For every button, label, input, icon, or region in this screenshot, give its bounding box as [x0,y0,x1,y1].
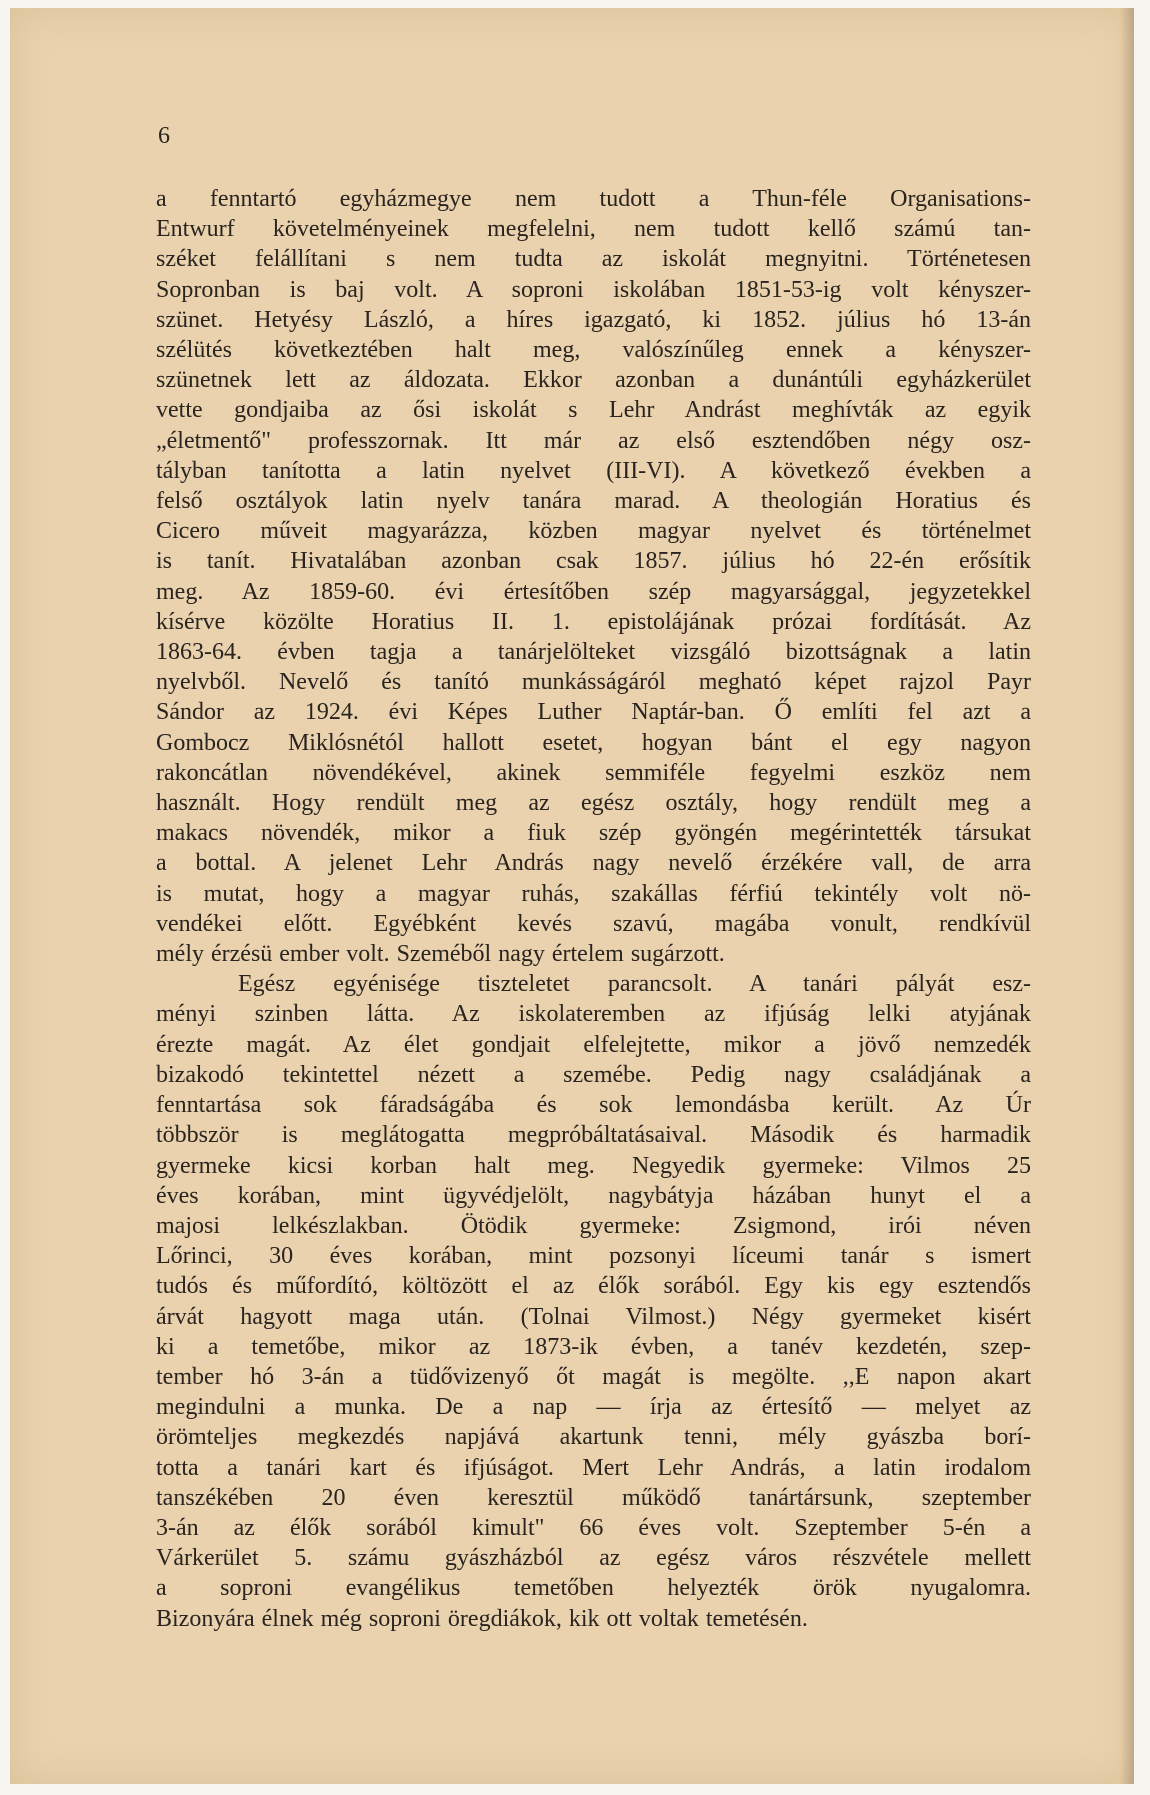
text-line: Sándor az 1924. évi Képes Luther Naptár-ban. Ő említi fel azt a [156,699,1031,726]
text-line: többször is meglátogatta megpróbáltatásaival. Második és harmadik [156,1122,1031,1149]
text-line: szélütés következtében halt meg, valószínűleg ennek a kényszer- [156,337,1031,364]
text-line: meg. Az 1859-60. évi értesítőben szép magyarsággal, jegyzetekkel [156,578,1031,605]
text-line: bizakodó tekintettel nézett a szemébe. Pedig nagy családjának a [156,1061,1031,1088]
text-line: kísérve közölte Horatius II. 1. epistolájának prózai fordítását. Az [156,608,1031,635]
text-line: tályban tanította a latin nyelvet (III-VI). A következő években a [156,457,1031,484]
text-line: 1863-64. évben tagja a tanárjelölteket vizsgáló bizottságnak a latin [156,639,1031,666]
text-line: szünetnek lett az áldozata. Ekkor azonban a dunántúli egyházkerület [156,367,1031,394]
text-line: Gombocz Miklósnétól hallott esetet, hogyan bánt el egy nagyon [156,729,1031,756]
text-line: használt. Hogy rendült meg az egész osztály, hogy rendült meg a [156,790,1031,817]
text-line: rakoncátlan növendékével, akinek semmiféle fegyelmi eszköz nem [156,759,1031,786]
text-line: Sopronban is baj volt. A soproni iskolában 1851-53-ig volt kényszer- [156,276,1031,303]
text-line: fenntartása sok fáradságába és sok lemondásba került. Az Úr [156,1092,1031,1119]
text-line: ményi szinben látta. Az iskolateremben az ifjúság lelki atyjának [156,1001,1031,1028]
text-line: érezte magát. Az élet gondjait elfelejtette, mikor a jövő nemzedék [156,1031,1031,1058]
text-line: nyelvből. Nevelő és tanító munkásságáról megható képet rajzol Payr [156,669,1031,696]
text-line: Egész egyénisége tiszteletet parancsolt. A tanári pályát esz- [238,971,1031,998]
text-line: Lőrinci, 30 éves korában, mint pozsonyi líceumi tanár s ismert [156,1243,1031,1270]
text-line: majosi lelkészlakban. Ötödik gyermeke: Zsigmond, irói néven [156,1212,1031,1239]
text-line: éves korában, mint ügyvédjelölt, nagybátyja házában hunyt el a [156,1182,1031,1209]
text-line: a soproni evangélikus temetőben helyezték örök nyugalomra. [156,1575,1031,1602]
text-line: gyermeke kicsi korban halt meg. Negyedik gyermeke: Vilmos 25 [156,1152,1031,1179]
text-line: tudós és műfordító, költözött el az élők sorából. Egy kis egy esztendős [156,1273,1031,1300]
text-line: Bizonyára élnek még soproni öregdiákok, kik ott voltak temetésén. [156,1605,808,1632]
text-line: megindulni a munka. De a nap — írja az értesítő — melyet az [156,1394,1031,1421]
text-line: a fenntartó egyházmegye nem tudott a Thun-féle Organisations- [156,186,1031,212]
text-line: totta a tanári kart és ifjúságot. Mert Lehr András, a latin irodalom [156,1454,1031,1481]
text-line: ki a temetőbe, mikor az 1873-ik évben, a tanév kezdetén, szep- [156,1333,1031,1360]
text-line: vette gondjaiba az ősi iskolát s Lehr Andrást meghívták az egyik [156,397,1031,424]
text-line: Entwurf követelményeinek megfelelni, nem tudott kellő számú tan- [156,216,1031,243]
text-line: tember hó 3-án a tüdővizenyő őt magát is megölte. ,,E napon akart [156,1363,1031,1390]
text-line: is mutat, hogy a magyar ruhás, szakállas férfiú tekintély volt nö- [156,880,1031,907]
page-edge-shadow [1120,8,1134,1784]
text-line: Várkerület 5. számu gyászházból az egész város részvétele mellett [156,1545,1031,1572]
text-line: széket felállítani s nem tudta az iskolát megnyitni. Történetesen [156,246,1031,273]
body-text [156,184,1031,1634]
text-line: örömteljes megkezdés napjává akartunk tenni, mély gyászba borí- [156,1424,1031,1451]
text-line: árvát hagyott maga után. (Tolnai Vilmost.) Négy gyermeket kisért [156,1303,1031,1330]
scanned-page [10,8,1134,1784]
text-line: a bottal. A jelenet Lehr András nagy nevelő érzékére vall, de arra [156,850,1031,877]
text-line: Cicero műveit magyarázza, közben magyar nyelvet és történelmet [156,518,1031,545]
page-number: 6 [158,123,170,149]
text-line: felső osztályok latin nyelv tanára marad. A theologián Horatius és [156,488,1031,515]
text-line: mély érzésü ember volt. Szeméből nagy értelem sugárzott. [156,941,725,968]
text-line: „életmentő" professzornak. Itt már az első esztendőben négy osz- [156,427,1031,454]
text-line: szünet. Hetyésy László, a híres igazgató, ki 1852. július hó 13-án [156,306,1031,333]
text-line: tanszékében 20 éven keresztül működő tanártársunk, szeptember [156,1484,1031,1511]
text-line: is tanít. Hivatalában azonban csak 1857. július hó 22-én erősítik [156,548,1031,575]
text-line: makacs növendék, mikor a fiuk szép gyöngén megérintették társukat [156,820,1031,847]
text-line: 3-án az élők sorából kimult" 66 éves volt. Szeptember 5-én a [156,1514,1031,1541]
text-line: vendékei előtt. Egyébként kevés szavú, magába vonult, rendkívül [156,910,1031,937]
